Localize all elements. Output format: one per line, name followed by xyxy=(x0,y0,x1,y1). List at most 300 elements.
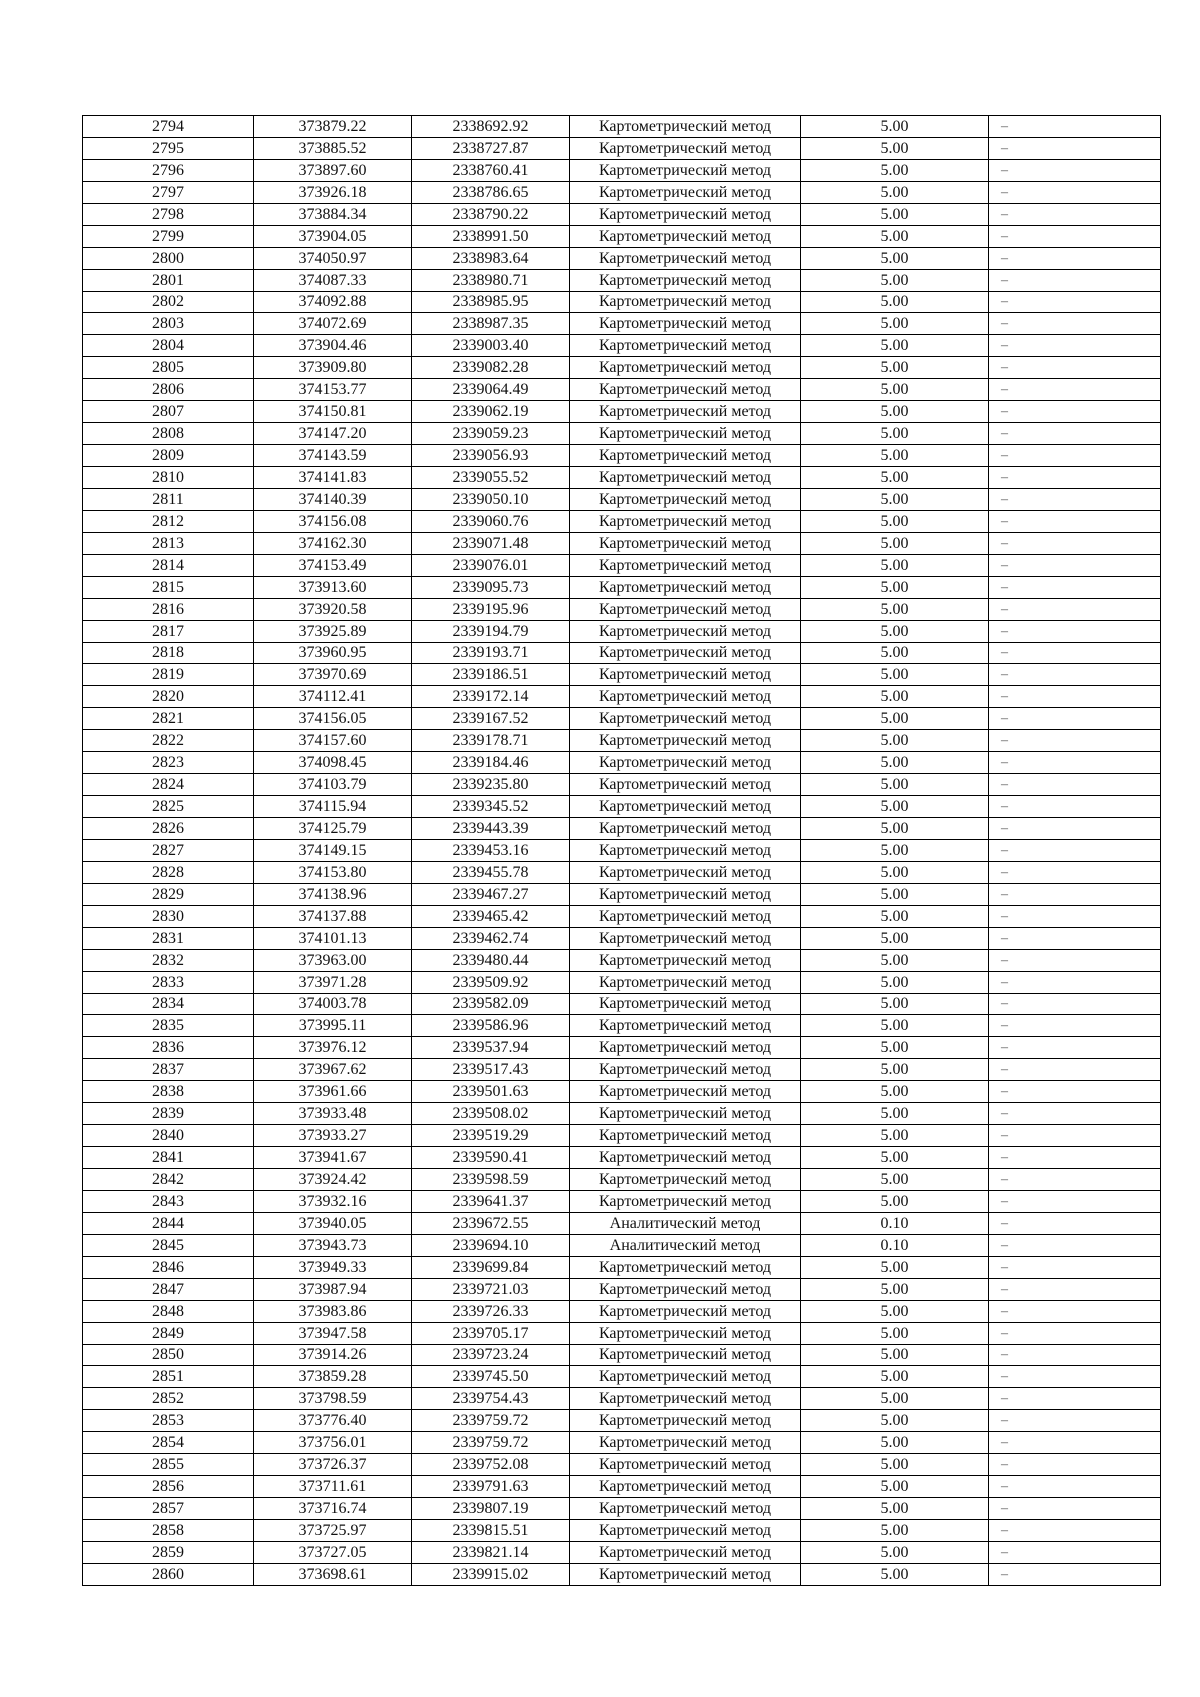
accuracy-cell: 5.00 xyxy=(801,861,989,883)
note-cell: – xyxy=(989,116,1161,138)
accuracy-cell: 5.00 xyxy=(801,1344,989,1366)
y-coordinate-cell: 2339167.52 xyxy=(412,708,570,730)
accuracy-cell: 5.00 xyxy=(801,467,989,489)
accuracy-cell: 5.00 xyxy=(801,181,989,203)
accuracy-cell: 5.00 xyxy=(801,1388,989,1410)
method-cell: Картометрический метод xyxy=(570,1015,801,1037)
x-coordinate-cell: 374141.83 xyxy=(254,467,412,489)
x-coordinate-cell: 373949.33 xyxy=(254,1256,412,1278)
x-coordinate-cell: 374140.39 xyxy=(254,488,412,510)
table-row xyxy=(83,510,1161,532)
x-coordinate-cell: 373933.48 xyxy=(254,1103,412,1125)
accuracy-cell: 5.00 xyxy=(801,1190,989,1212)
table-row xyxy=(83,1388,1161,1410)
point-number-cell: 2832 xyxy=(83,949,254,971)
y-coordinate-cell: 2339465.42 xyxy=(412,905,570,927)
accuracy-cell: 5.00 xyxy=(801,708,989,730)
method-cell: Картометрический метод xyxy=(570,1147,801,1169)
method-cell: Картометрический метод xyxy=(570,401,801,423)
x-coordinate-cell: 373976.12 xyxy=(254,1037,412,1059)
note-cell: – xyxy=(989,1278,1161,1300)
y-coordinate-cell: 2339598.59 xyxy=(412,1169,570,1191)
accuracy-cell: 5.00 xyxy=(801,949,989,971)
accuracy-cell: 5.00 xyxy=(801,1476,989,1498)
y-coordinate-cell: 2339815.51 xyxy=(412,1520,570,1542)
table-row xyxy=(83,1454,1161,1476)
accuracy-cell: 5.00 xyxy=(801,1278,989,1300)
method-cell: Картометрический метод xyxy=(570,335,801,357)
table-row xyxy=(83,620,1161,642)
accuracy-cell: 5.00 xyxy=(801,247,989,269)
accuracy-cell: 5.00 xyxy=(801,291,989,313)
x-coordinate-cell: 374153.49 xyxy=(254,554,412,576)
y-coordinate-cell: 2339519.29 xyxy=(412,1125,570,1147)
method-cell: Картометрический метод xyxy=(570,1081,801,1103)
note-cell: – xyxy=(989,1190,1161,1212)
point-number-cell: 2856 xyxy=(83,1476,254,1498)
y-coordinate-cell: 2339641.37 xyxy=(412,1190,570,1212)
y-coordinate-cell: 2339586.96 xyxy=(412,1015,570,1037)
point-number-cell: 2841 xyxy=(83,1147,254,1169)
point-number-cell: 2826 xyxy=(83,818,254,840)
note-cell: – xyxy=(989,774,1161,796)
method-cell: Картометрический метод xyxy=(570,598,801,620)
note-cell: – xyxy=(989,1234,1161,1256)
note-cell: – xyxy=(989,1344,1161,1366)
accuracy-cell: 5.00 xyxy=(801,401,989,423)
table-row xyxy=(83,291,1161,313)
x-coordinate-cell: 373960.95 xyxy=(254,642,412,664)
point-number-cell: 2807 xyxy=(83,401,254,423)
y-coordinate-cell: 2338790.22 xyxy=(412,203,570,225)
y-coordinate-cell: 2339759.72 xyxy=(412,1410,570,1432)
note-cell: – xyxy=(989,159,1161,181)
accuracy-cell: 5.00 xyxy=(801,116,989,138)
method-cell: Картометрический метод xyxy=(570,313,801,335)
note-cell: – xyxy=(989,664,1161,686)
note-cell: – xyxy=(989,796,1161,818)
method-cell: Картометрический метод xyxy=(570,971,801,993)
method-cell: Картометрический метод xyxy=(570,291,801,313)
note-cell: – xyxy=(989,1563,1161,1585)
x-coordinate-cell: 373967.62 xyxy=(254,1059,412,1081)
point-number-cell: 2847 xyxy=(83,1278,254,1300)
y-coordinate-cell: 2339509.92 xyxy=(412,971,570,993)
y-coordinate-cell: 2339195.96 xyxy=(412,598,570,620)
table-row xyxy=(83,1410,1161,1432)
note-cell: – xyxy=(989,225,1161,247)
accuracy-cell: 5.00 xyxy=(801,488,989,510)
y-coordinate-cell: 2339455.78 xyxy=(412,861,570,883)
table-row xyxy=(83,1476,1161,1498)
point-number-cell: 2849 xyxy=(83,1322,254,1344)
accuracy-cell: 5.00 xyxy=(801,664,989,686)
point-number-cell: 2810 xyxy=(83,467,254,489)
x-coordinate-cell: 373995.11 xyxy=(254,1015,412,1037)
method-cell: Картометрический метод xyxy=(570,1388,801,1410)
x-coordinate-cell: 373940.05 xyxy=(254,1212,412,1234)
y-coordinate-cell: 2339453.16 xyxy=(412,839,570,861)
table-row xyxy=(83,269,1161,291)
accuracy-cell: 5.00 xyxy=(801,576,989,598)
point-number-cell: 2798 xyxy=(83,203,254,225)
note-cell: – xyxy=(989,598,1161,620)
y-coordinate-cell: 2339062.19 xyxy=(412,401,570,423)
point-number-cell: 2857 xyxy=(83,1498,254,1520)
x-coordinate-cell: 373716.74 xyxy=(254,1498,412,1520)
table-row xyxy=(83,1190,1161,1212)
x-coordinate-cell: 373933.27 xyxy=(254,1125,412,1147)
table-row xyxy=(83,708,1161,730)
table-row xyxy=(83,1498,1161,1520)
y-coordinate-cell: 2339235.80 xyxy=(412,774,570,796)
note-cell: – xyxy=(989,1432,1161,1454)
accuracy-cell: 5.00 xyxy=(801,1541,989,1563)
note-cell: – xyxy=(989,1169,1161,1191)
point-number-cell: 2809 xyxy=(83,445,254,467)
accuracy-cell: 5.00 xyxy=(801,1366,989,1388)
accuracy-cell: 5.00 xyxy=(801,927,989,949)
point-number-cell: 2820 xyxy=(83,686,254,708)
accuracy-cell: 5.00 xyxy=(801,313,989,335)
x-coordinate-cell: 373932.16 xyxy=(254,1190,412,1212)
point-number-cell: 2846 xyxy=(83,1256,254,1278)
note-cell: – xyxy=(989,510,1161,532)
table-row xyxy=(83,664,1161,686)
point-number-cell: 2811 xyxy=(83,488,254,510)
note-cell: – xyxy=(989,839,1161,861)
table-row xyxy=(83,1541,1161,1563)
x-coordinate-cell: 374103.79 xyxy=(254,774,412,796)
accuracy-cell: 5.00 xyxy=(801,598,989,620)
accuracy-cell: 5.00 xyxy=(801,1037,989,1059)
table-body xyxy=(83,116,1161,1586)
y-coordinate-cell: 2339194.79 xyxy=(412,620,570,642)
point-number-cell: 2830 xyxy=(83,905,254,927)
method-cell: Картометрический метод xyxy=(570,510,801,532)
accuracy-cell: 5.00 xyxy=(801,1015,989,1037)
method-cell: Картометрический метод xyxy=(570,1103,801,1125)
note-cell: – xyxy=(989,137,1161,159)
method-cell: Картометрический метод xyxy=(570,993,801,1015)
table-row xyxy=(83,1366,1161,1388)
x-coordinate-cell: 374147.20 xyxy=(254,423,412,445)
x-coordinate-cell: 374125.79 xyxy=(254,818,412,840)
method-cell: Картометрический метод xyxy=(570,1278,801,1300)
note-cell: – xyxy=(989,927,1161,949)
y-coordinate-cell: 2338991.50 xyxy=(412,225,570,247)
table-row xyxy=(83,686,1161,708)
accuracy-cell: 5.00 xyxy=(801,554,989,576)
note-cell: – xyxy=(989,730,1161,752)
table-row xyxy=(83,971,1161,993)
accuracy-cell: 5.00 xyxy=(801,1454,989,1476)
accuracy-cell: 5.00 xyxy=(801,1322,989,1344)
point-number-cell: 2834 xyxy=(83,993,254,1015)
method-cell: Картометрический метод xyxy=(570,883,801,905)
accuracy-cell: 5.00 xyxy=(801,905,989,927)
y-coordinate-cell: 2339672.55 xyxy=(412,1212,570,1234)
point-number-cell: 2842 xyxy=(83,1169,254,1191)
x-coordinate-cell: 374072.69 xyxy=(254,313,412,335)
y-coordinate-cell: 2339443.39 xyxy=(412,818,570,840)
point-number-cell: 2853 xyxy=(83,1410,254,1432)
point-number-cell: 2821 xyxy=(83,708,254,730)
y-coordinate-cell: 2339178.71 xyxy=(412,730,570,752)
x-coordinate-cell: 373987.94 xyxy=(254,1278,412,1300)
table-row xyxy=(83,335,1161,357)
method-cell: Картометрический метод xyxy=(570,1454,801,1476)
y-coordinate-cell: 2339186.51 xyxy=(412,664,570,686)
y-coordinate-cell: 2339095.73 xyxy=(412,576,570,598)
point-number-cell: 2812 xyxy=(83,510,254,532)
table-row xyxy=(83,1059,1161,1081)
x-coordinate-cell: 373909.80 xyxy=(254,357,412,379)
x-coordinate-cell: 373776.40 xyxy=(254,1410,412,1432)
point-number-cell: 2822 xyxy=(83,730,254,752)
method-cell: Картометрический метод xyxy=(570,1256,801,1278)
table-row xyxy=(83,357,1161,379)
note-cell: – xyxy=(989,1454,1161,1476)
method-cell: Картометрический метод xyxy=(570,642,801,664)
y-coordinate-cell: 2339508.02 xyxy=(412,1103,570,1125)
note-cell: – xyxy=(989,445,1161,467)
x-coordinate-cell: 373884.34 xyxy=(254,203,412,225)
note-cell: – xyxy=(989,905,1161,927)
method-cell: Картометрический метод xyxy=(570,532,801,554)
accuracy-cell: 5.00 xyxy=(801,1081,989,1103)
point-number-cell: 2829 xyxy=(83,883,254,905)
table-row xyxy=(83,1520,1161,1542)
x-coordinate-cell: 373879.22 xyxy=(254,116,412,138)
note-cell: – xyxy=(989,203,1161,225)
table-row xyxy=(83,532,1161,554)
table-row xyxy=(83,554,1161,576)
method-cell: Картометрический метод xyxy=(570,1125,801,1147)
method-cell: Картометрический метод xyxy=(570,796,801,818)
y-coordinate-cell: 2339480.44 xyxy=(412,949,570,971)
y-coordinate-cell: 2339791.63 xyxy=(412,1476,570,1498)
method-cell: Картометрический метод xyxy=(570,1410,801,1432)
x-coordinate-cell: 374115.94 xyxy=(254,796,412,818)
table-row xyxy=(83,1103,1161,1125)
x-coordinate-cell: 374050.97 xyxy=(254,247,412,269)
note-cell: – xyxy=(989,1147,1161,1169)
method-cell: Картометрический метод xyxy=(570,1169,801,1191)
method-cell: Картометрический метод xyxy=(570,1037,801,1059)
accuracy-cell: 0.10 xyxy=(801,1212,989,1234)
accuracy-cell: 5.00 xyxy=(801,818,989,840)
method-cell: Картометрический метод xyxy=(570,620,801,642)
y-coordinate-cell: 2339467.27 xyxy=(412,883,570,905)
point-number-cell: 2797 xyxy=(83,181,254,203)
table-row xyxy=(83,927,1161,949)
table-row xyxy=(83,423,1161,445)
table-row xyxy=(83,576,1161,598)
method-cell: Картометрический метод xyxy=(570,1563,801,1585)
x-coordinate-cell: 373756.01 xyxy=(254,1432,412,1454)
accuracy-cell: 5.00 xyxy=(801,1498,989,1520)
point-number-cell: 2839 xyxy=(83,1103,254,1125)
note-cell: – xyxy=(989,357,1161,379)
accuracy-cell: 5.00 xyxy=(801,1300,989,1322)
y-coordinate-cell: 2339071.48 xyxy=(412,532,570,554)
x-coordinate-cell: 373971.28 xyxy=(254,971,412,993)
x-coordinate-cell: 374137.88 xyxy=(254,905,412,927)
table-row xyxy=(83,839,1161,861)
note-cell: – xyxy=(989,620,1161,642)
method-cell: Картометрический метод xyxy=(570,1498,801,1520)
point-number-cell: 2843 xyxy=(83,1190,254,1212)
y-coordinate-cell: 2339050.10 xyxy=(412,488,570,510)
note-cell: – xyxy=(989,686,1161,708)
y-coordinate-cell: 2339172.14 xyxy=(412,686,570,708)
y-coordinate-cell: 2339754.43 xyxy=(412,1388,570,1410)
note-cell: – xyxy=(989,423,1161,445)
table-row xyxy=(83,1432,1161,1454)
y-coordinate-cell: 2339056.93 xyxy=(412,445,570,467)
accuracy-cell: 5.00 xyxy=(801,137,989,159)
accuracy-cell: 5.00 xyxy=(801,1410,989,1432)
point-number-cell: 2825 xyxy=(83,796,254,818)
note-cell: – xyxy=(989,642,1161,664)
accuracy-cell: 5.00 xyxy=(801,1103,989,1125)
method-cell: Картометрический метод xyxy=(570,1190,801,1212)
x-coordinate-cell: 374138.96 xyxy=(254,883,412,905)
point-number-cell: 2815 xyxy=(83,576,254,598)
note-cell: – xyxy=(989,401,1161,423)
note-cell: – xyxy=(989,971,1161,993)
y-coordinate-cell: 2339694.10 xyxy=(412,1234,570,1256)
method-cell: Аналитический метод xyxy=(570,1234,801,1256)
table-row xyxy=(83,1169,1161,1191)
table-row xyxy=(83,116,1161,138)
accuracy-cell: 5.00 xyxy=(801,357,989,379)
y-coordinate-cell: 2339590.41 xyxy=(412,1147,570,1169)
note-cell: – xyxy=(989,1388,1161,1410)
accuracy-cell: 5.00 xyxy=(801,510,989,532)
method-cell: Картометрический метод xyxy=(570,1344,801,1366)
y-coordinate-cell: 2339582.09 xyxy=(412,993,570,1015)
point-number-cell: 2823 xyxy=(83,752,254,774)
table-row xyxy=(83,1037,1161,1059)
y-coordinate-cell: 2339462.74 xyxy=(412,927,570,949)
accuracy-cell: 5.00 xyxy=(801,1125,989,1147)
point-number-cell: 2835 xyxy=(83,1015,254,1037)
accuracy-cell: 5.00 xyxy=(801,1432,989,1454)
accuracy-cell: 5.00 xyxy=(801,225,989,247)
x-coordinate-cell: 374157.60 xyxy=(254,730,412,752)
point-number-cell: 2824 xyxy=(83,774,254,796)
method-cell: Картометрический метод xyxy=(570,203,801,225)
x-coordinate-cell: 373925.89 xyxy=(254,620,412,642)
x-coordinate-cell: 373859.28 xyxy=(254,1366,412,1388)
table-row xyxy=(83,225,1161,247)
table-row xyxy=(83,993,1161,1015)
method-cell: Картометрический метод xyxy=(570,357,801,379)
x-coordinate-cell: 374112.41 xyxy=(254,686,412,708)
method-cell: Картометрический метод xyxy=(570,949,801,971)
table-row xyxy=(83,445,1161,467)
table-row xyxy=(83,861,1161,883)
method-cell: Картометрический метод xyxy=(570,269,801,291)
point-number-cell: 2796 xyxy=(83,159,254,181)
note-cell: – xyxy=(989,467,1161,489)
y-coordinate-cell: 2338760.41 xyxy=(412,159,570,181)
y-coordinate-cell: 2339517.43 xyxy=(412,1059,570,1081)
y-coordinate-cell: 2339726.33 xyxy=(412,1300,570,1322)
point-number-cell: 2850 xyxy=(83,1344,254,1366)
method-cell: Картометрический метод xyxy=(570,379,801,401)
note-cell: – xyxy=(989,1037,1161,1059)
accuracy-cell: 5.00 xyxy=(801,774,989,796)
y-coordinate-cell: 2339064.49 xyxy=(412,379,570,401)
accuracy-cell: 5.00 xyxy=(801,1169,989,1191)
x-coordinate-cell: 373926.18 xyxy=(254,181,412,203)
point-number-cell: 2800 xyxy=(83,247,254,269)
table-row xyxy=(83,1344,1161,1366)
point-number-cell: 2855 xyxy=(83,1454,254,1476)
y-coordinate-cell: 2339705.17 xyxy=(412,1322,570,1344)
y-coordinate-cell: 2339003.40 xyxy=(412,335,570,357)
method-cell: Картометрический метод xyxy=(570,774,801,796)
table-row xyxy=(83,642,1161,664)
y-coordinate-cell: 2339184.46 xyxy=(412,752,570,774)
point-number-cell: 2816 xyxy=(83,598,254,620)
note-cell: – xyxy=(989,1103,1161,1125)
note-cell: – xyxy=(989,1498,1161,1520)
table-row xyxy=(83,313,1161,335)
point-number-cell: 2840 xyxy=(83,1125,254,1147)
point-number-cell: 2808 xyxy=(83,423,254,445)
x-coordinate-cell: 374143.59 xyxy=(254,445,412,467)
table-row xyxy=(83,1125,1161,1147)
point-number-cell: 2833 xyxy=(83,971,254,993)
note-cell: – xyxy=(989,818,1161,840)
y-coordinate-cell: 2339723.24 xyxy=(412,1344,570,1366)
accuracy-cell: 5.00 xyxy=(801,379,989,401)
y-coordinate-cell: 2339721.03 xyxy=(412,1278,570,1300)
table-row xyxy=(83,774,1161,796)
note-cell: – xyxy=(989,291,1161,313)
y-coordinate-cell: 2339915.02 xyxy=(412,1563,570,1585)
point-number-cell: 2831 xyxy=(83,927,254,949)
method-cell: Картометрический метод xyxy=(570,905,801,927)
method-cell: Картометрический метод xyxy=(570,818,801,840)
table-row xyxy=(83,1322,1161,1344)
x-coordinate-cell: 374162.30 xyxy=(254,532,412,554)
x-coordinate-cell: 374101.13 xyxy=(254,927,412,949)
note-cell: – xyxy=(989,181,1161,203)
method-cell: Картометрический метод xyxy=(570,116,801,138)
x-coordinate-cell: 373983.86 xyxy=(254,1300,412,1322)
table-row xyxy=(83,159,1161,181)
x-coordinate-cell: 373727.05 xyxy=(254,1541,412,1563)
method-cell: Картометрический метод xyxy=(570,225,801,247)
x-coordinate-cell: 373798.59 xyxy=(254,1388,412,1410)
y-coordinate-cell: 2339345.52 xyxy=(412,796,570,818)
accuracy-cell: 5.00 xyxy=(801,752,989,774)
x-coordinate-cell: 373726.37 xyxy=(254,1454,412,1476)
point-number-cell: 2795 xyxy=(83,137,254,159)
method-cell: Картометрический метод xyxy=(570,1059,801,1081)
y-coordinate-cell: 2339082.28 xyxy=(412,357,570,379)
table-row xyxy=(83,752,1161,774)
note-cell: – xyxy=(989,576,1161,598)
y-coordinate-cell: 2339193.71 xyxy=(412,642,570,664)
y-coordinate-cell: 2338692.92 xyxy=(412,116,570,138)
table-row xyxy=(83,1015,1161,1037)
